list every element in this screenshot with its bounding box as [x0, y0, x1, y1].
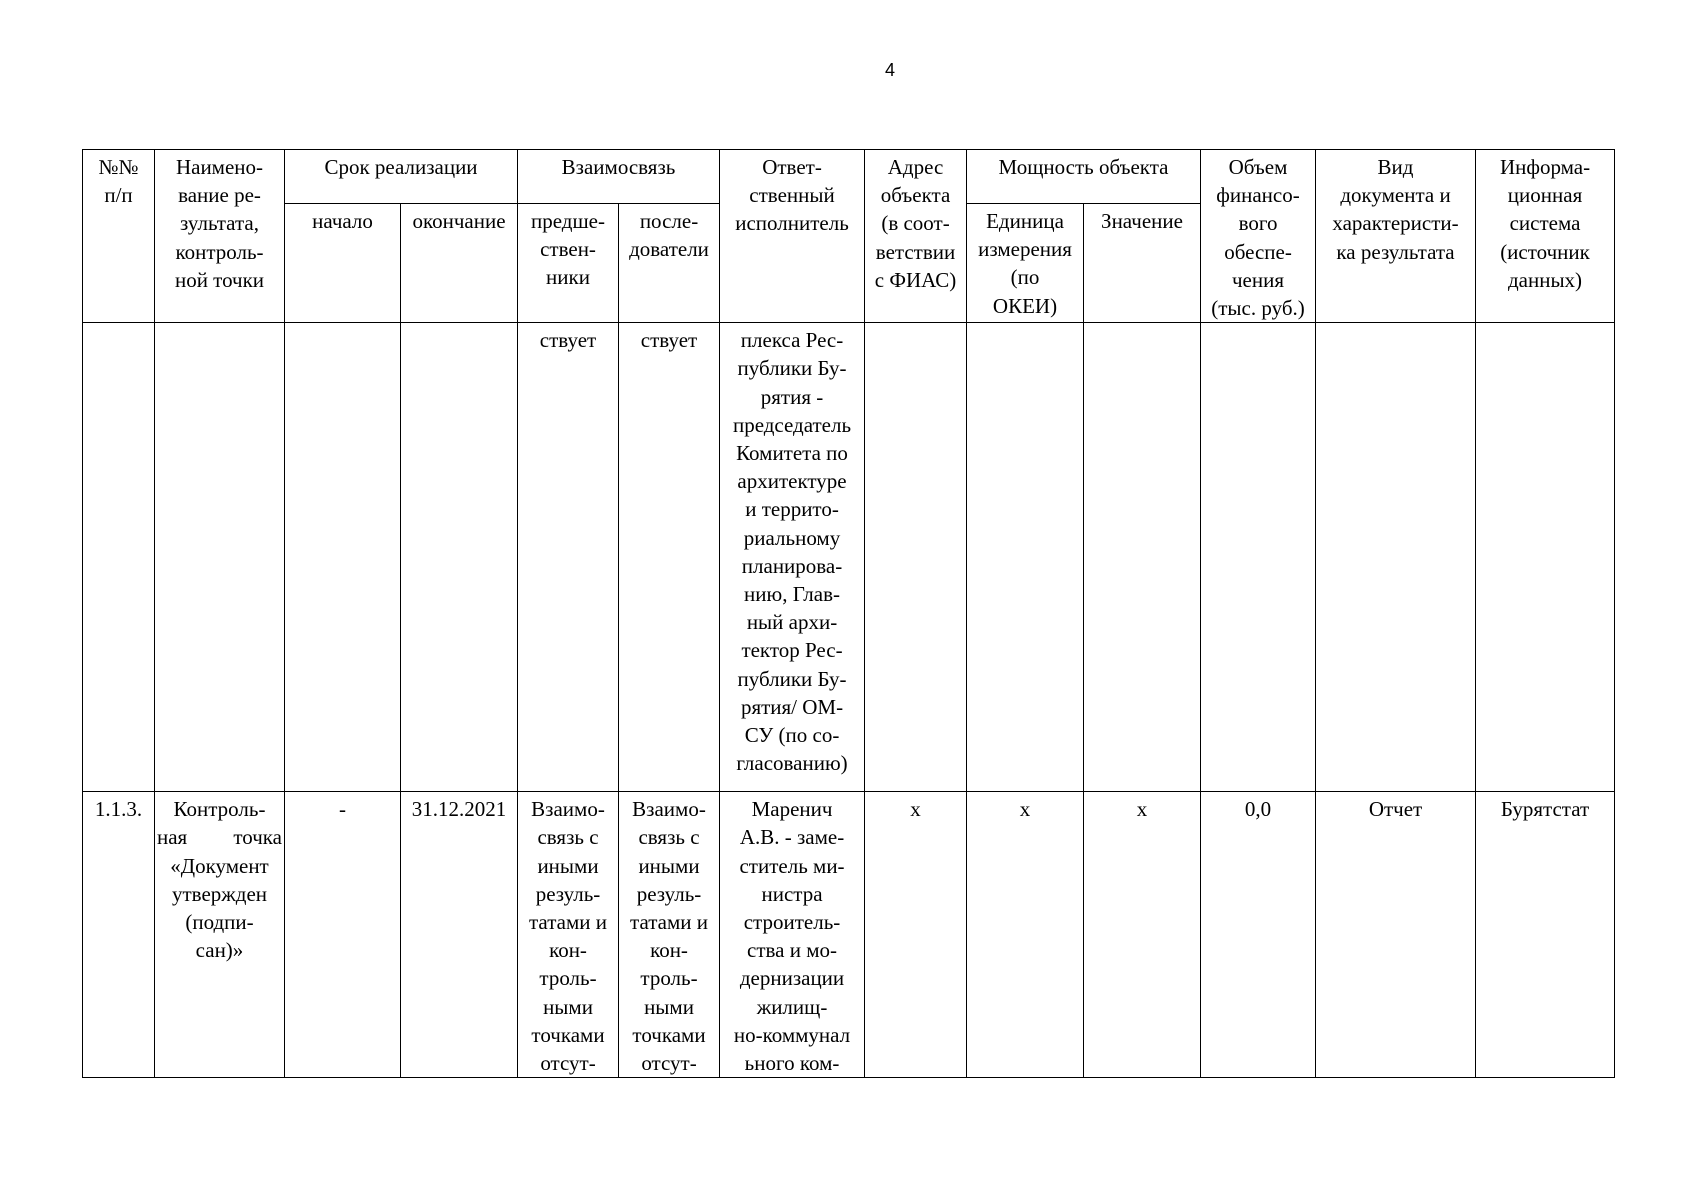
cell-start: - — [285, 792, 401, 1078]
header-info-system: Информа- ционная система (источник данных) — [1476, 150, 1615, 323]
header-link-prev: предше- ствен- ники — [518, 204, 619, 323]
header-link: Взаимосвязь — [518, 150, 720, 204]
cell-next: ствует — [619, 323, 720, 792]
cell-name-line2 — [157, 823, 282, 851]
cell-responsible: плекса Рес- публики Бу- рятия - председатель Комитета по архитектуре и террито- риальному планирова- нию, Глав- ный архи- тектор Рес- публики Бу- рятия/ ОМ- СУ (по со- гласованию) — [720, 323, 865, 792]
cell-info-system — [1476, 323, 1615, 792]
header-address: Адрес объекта (в соот- ветствии с ФИАС) — [865, 150, 967, 323]
cell-name-word-b: точка — [233, 825, 282, 850]
cell-doc-type: Отчет — [1316, 792, 1476, 1078]
cell-name-word-a: ная — [157, 825, 188, 850]
cell-value: х — [1084, 792, 1201, 1078]
table-row — [83, 792, 1615, 1078]
header-capacity-unit: Единица измерения (по ОКЕИ) — [967, 204, 1084, 323]
cell-unit: х — [967, 792, 1084, 1078]
page-number: 4 — [884, 60, 895, 80]
header-responsible: Ответ- ственный исполнитель — [720, 150, 865, 323]
header-capacity-value: Значение — [1084, 204, 1201, 323]
cell-address: х — [865, 792, 967, 1078]
header-finance: Объем финансо- вого обеспе- чения (тыс. руб.) — [1201, 150, 1316, 323]
result-plan-table — [82, 149, 1615, 1078]
cell-info-system: Бурятстат — [1476, 792, 1615, 1078]
header-num: №№ п/п — [83, 150, 155, 323]
cell-prev: Взаимо- связь с иными резуль- татами и кон- троль- ными точками отсут- — [518, 792, 619, 1078]
cell-prev: ствует — [518, 323, 619, 792]
table-header-row — [83, 150, 1615, 204]
cell-start — [285, 323, 401, 792]
header-link-next: после- дователи — [619, 204, 720, 323]
header-term: Срок реализации — [285, 150, 518, 204]
cell-unit — [967, 323, 1084, 792]
cell-finance — [1201, 323, 1316, 792]
cell-num: 1.1.3. — [83, 792, 155, 1078]
cell-name-rest: «Документ утвержден (подпи- сан)» — [170, 853, 269, 963]
cell-address — [865, 323, 967, 792]
cell-value — [1084, 323, 1201, 792]
cell-finance: 0,0 — [1201, 792, 1316, 1078]
cell-name-line1: Контроль- — [173, 797, 266, 822]
cell-num — [83, 323, 155, 792]
header-doc-type: Вид документа и характеристи- ка результата — [1316, 150, 1476, 323]
header-capacity: Мощность объекта — [967, 150, 1201, 204]
cell-end: 31.12.2021 — [401, 792, 518, 1078]
cell-name — [155, 792, 285, 1078]
cell-next: Взаимо- связь с иными резуль- татами и кон- троль- ными точками отсут- — [619, 792, 720, 1078]
cell-responsible: Маренич А.В. - заме- ститель ми- нистра строитель- ства и мо- дернизации жилищ- но-коммунал ьного ком- — [720, 792, 865, 1078]
table-row — [83, 323, 1615, 792]
cell-doc-type — [1316, 323, 1476, 792]
header-term-start: начало — [285, 204, 401, 323]
header-term-end: окончание — [401, 204, 518, 323]
header-name: Наимено- вание ре- зультата, контроль- ной точки — [155, 150, 285, 323]
cell-end — [401, 323, 518, 792]
cell-name — [155, 323, 285, 792]
